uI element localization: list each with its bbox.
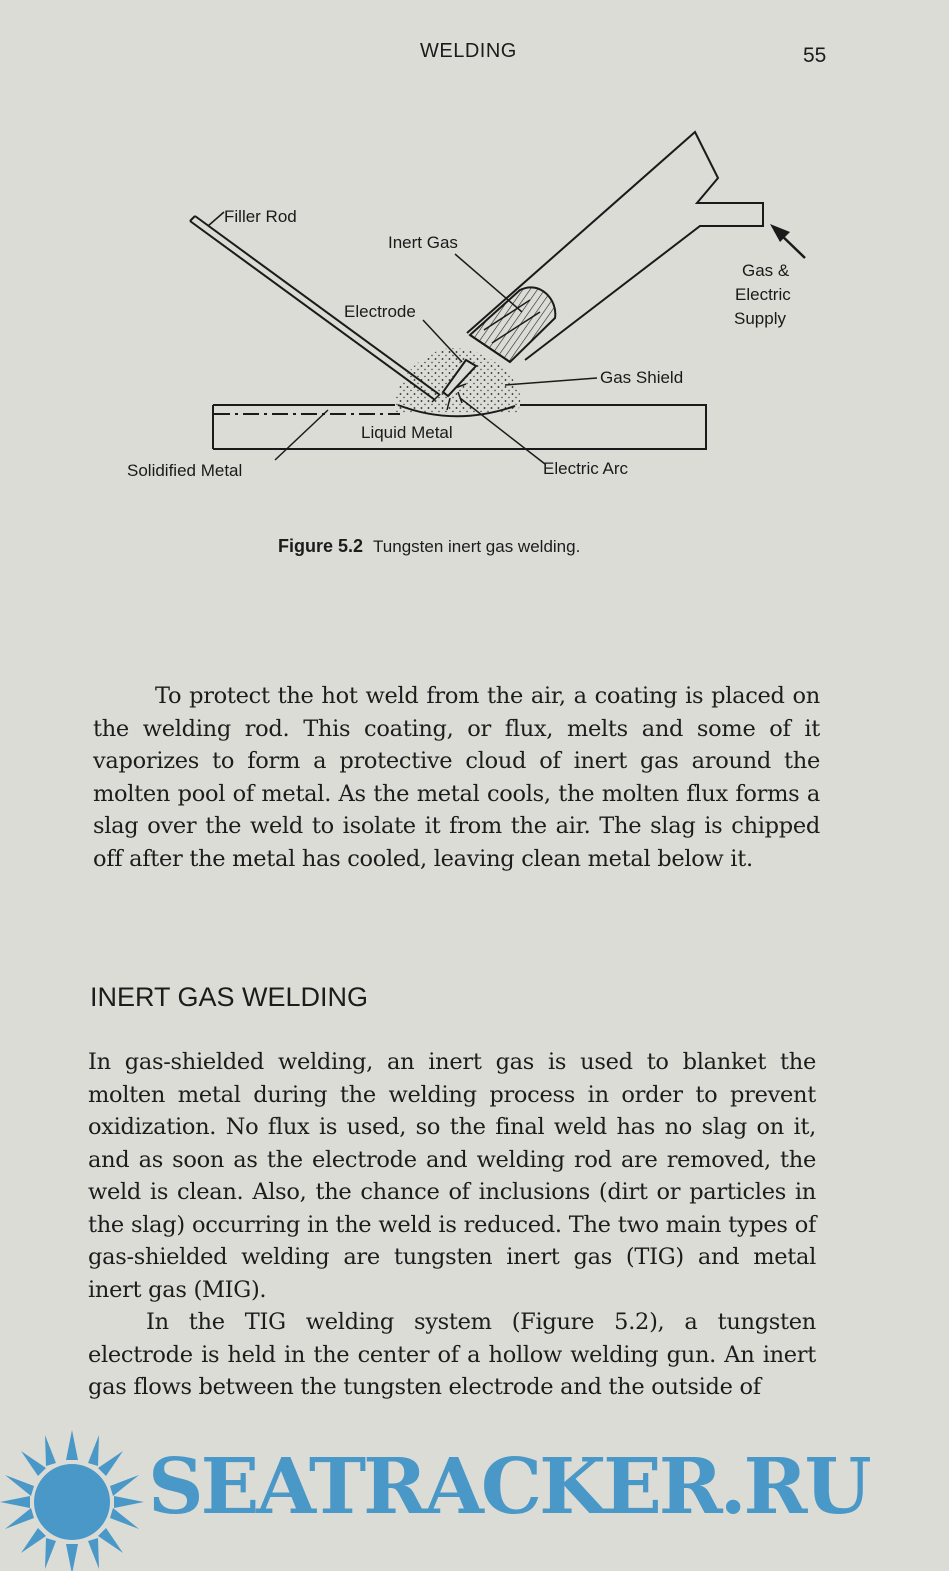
figure-caption-text: Tungsten inert gas welding. (373, 537, 581, 556)
label-solidified-metal: Solidified Metal (127, 461, 243, 480)
label-gas-electric-supply-3: Supply (734, 309, 786, 328)
gun-nozzle (470, 287, 555, 362)
page-number: 55 (803, 44, 827, 67)
paragraph-gas-shielded: In gas-shielded welding, an inert gas is used to blanket the molten metal during the welding process in order to prevent oxidization. No flux is used, so the final weld has no slag on it, and as soon as the electrode and welding rod are removed, the weld is clean. Also, the chance of inclusions (dirt or particles in the slag) occurring in the weld is reduced. The two main types of gas-shielded welding are tungsten inert gas (TIG) and metal inert gas (MIG). (88, 1049, 816, 1303)
figure-caption (278, 536, 580, 557)
label-gas-electric-supply-2: Electric (735, 285, 791, 304)
label-liquid-metal: Liquid Metal (361, 423, 453, 442)
leader-gas-shield (505, 378, 597, 385)
running-head: WELDING (420, 40, 517, 62)
label-inert-gas: Inert Gas (388, 233, 458, 252)
section-heading: INERT GAS WELDING (90, 982, 369, 1012)
paragraph-tig-system: In the TIG welding system (Figure 5.2), a tungsten electrode is held in the center of a hollow welding gun. An inert gas flows between the tungsten electrode and the outside of (88, 1309, 816, 1400)
figure-number: Figure 5.2 (278, 536, 364, 556)
leader-solidified-metal (275, 410, 328, 460)
label-gas-electric-supply-1: Gas & (742, 261, 790, 280)
watermark-text: SEATRACKER.RU (148, 1442, 869, 1532)
paragraph-flux: To protect the hot weld from the air, a coating is placed on the welding rod. This coating, or flux, melts and some of it vaporizes to form a protective cloud of inert gas around the molten pool of metal. As the metal cools, the molten flux forms a slag over the weld to isolate it from the air. The slag is chipped off after the metal has cooled, leaving clean metal below it. (93, 683, 820, 872)
supply-arrow (770, 224, 805, 258)
label-electric-arc: Electric Arc (543, 459, 629, 478)
label-filler-rod: Filler Rod (224, 207, 297, 226)
tig-welding-diagram (0, 0, 949, 600)
label-electrode: Electrode (344, 302, 416, 321)
leader-inert-gas (455, 254, 522, 312)
label-gas-shield: Gas Shield (600, 368, 684, 387)
